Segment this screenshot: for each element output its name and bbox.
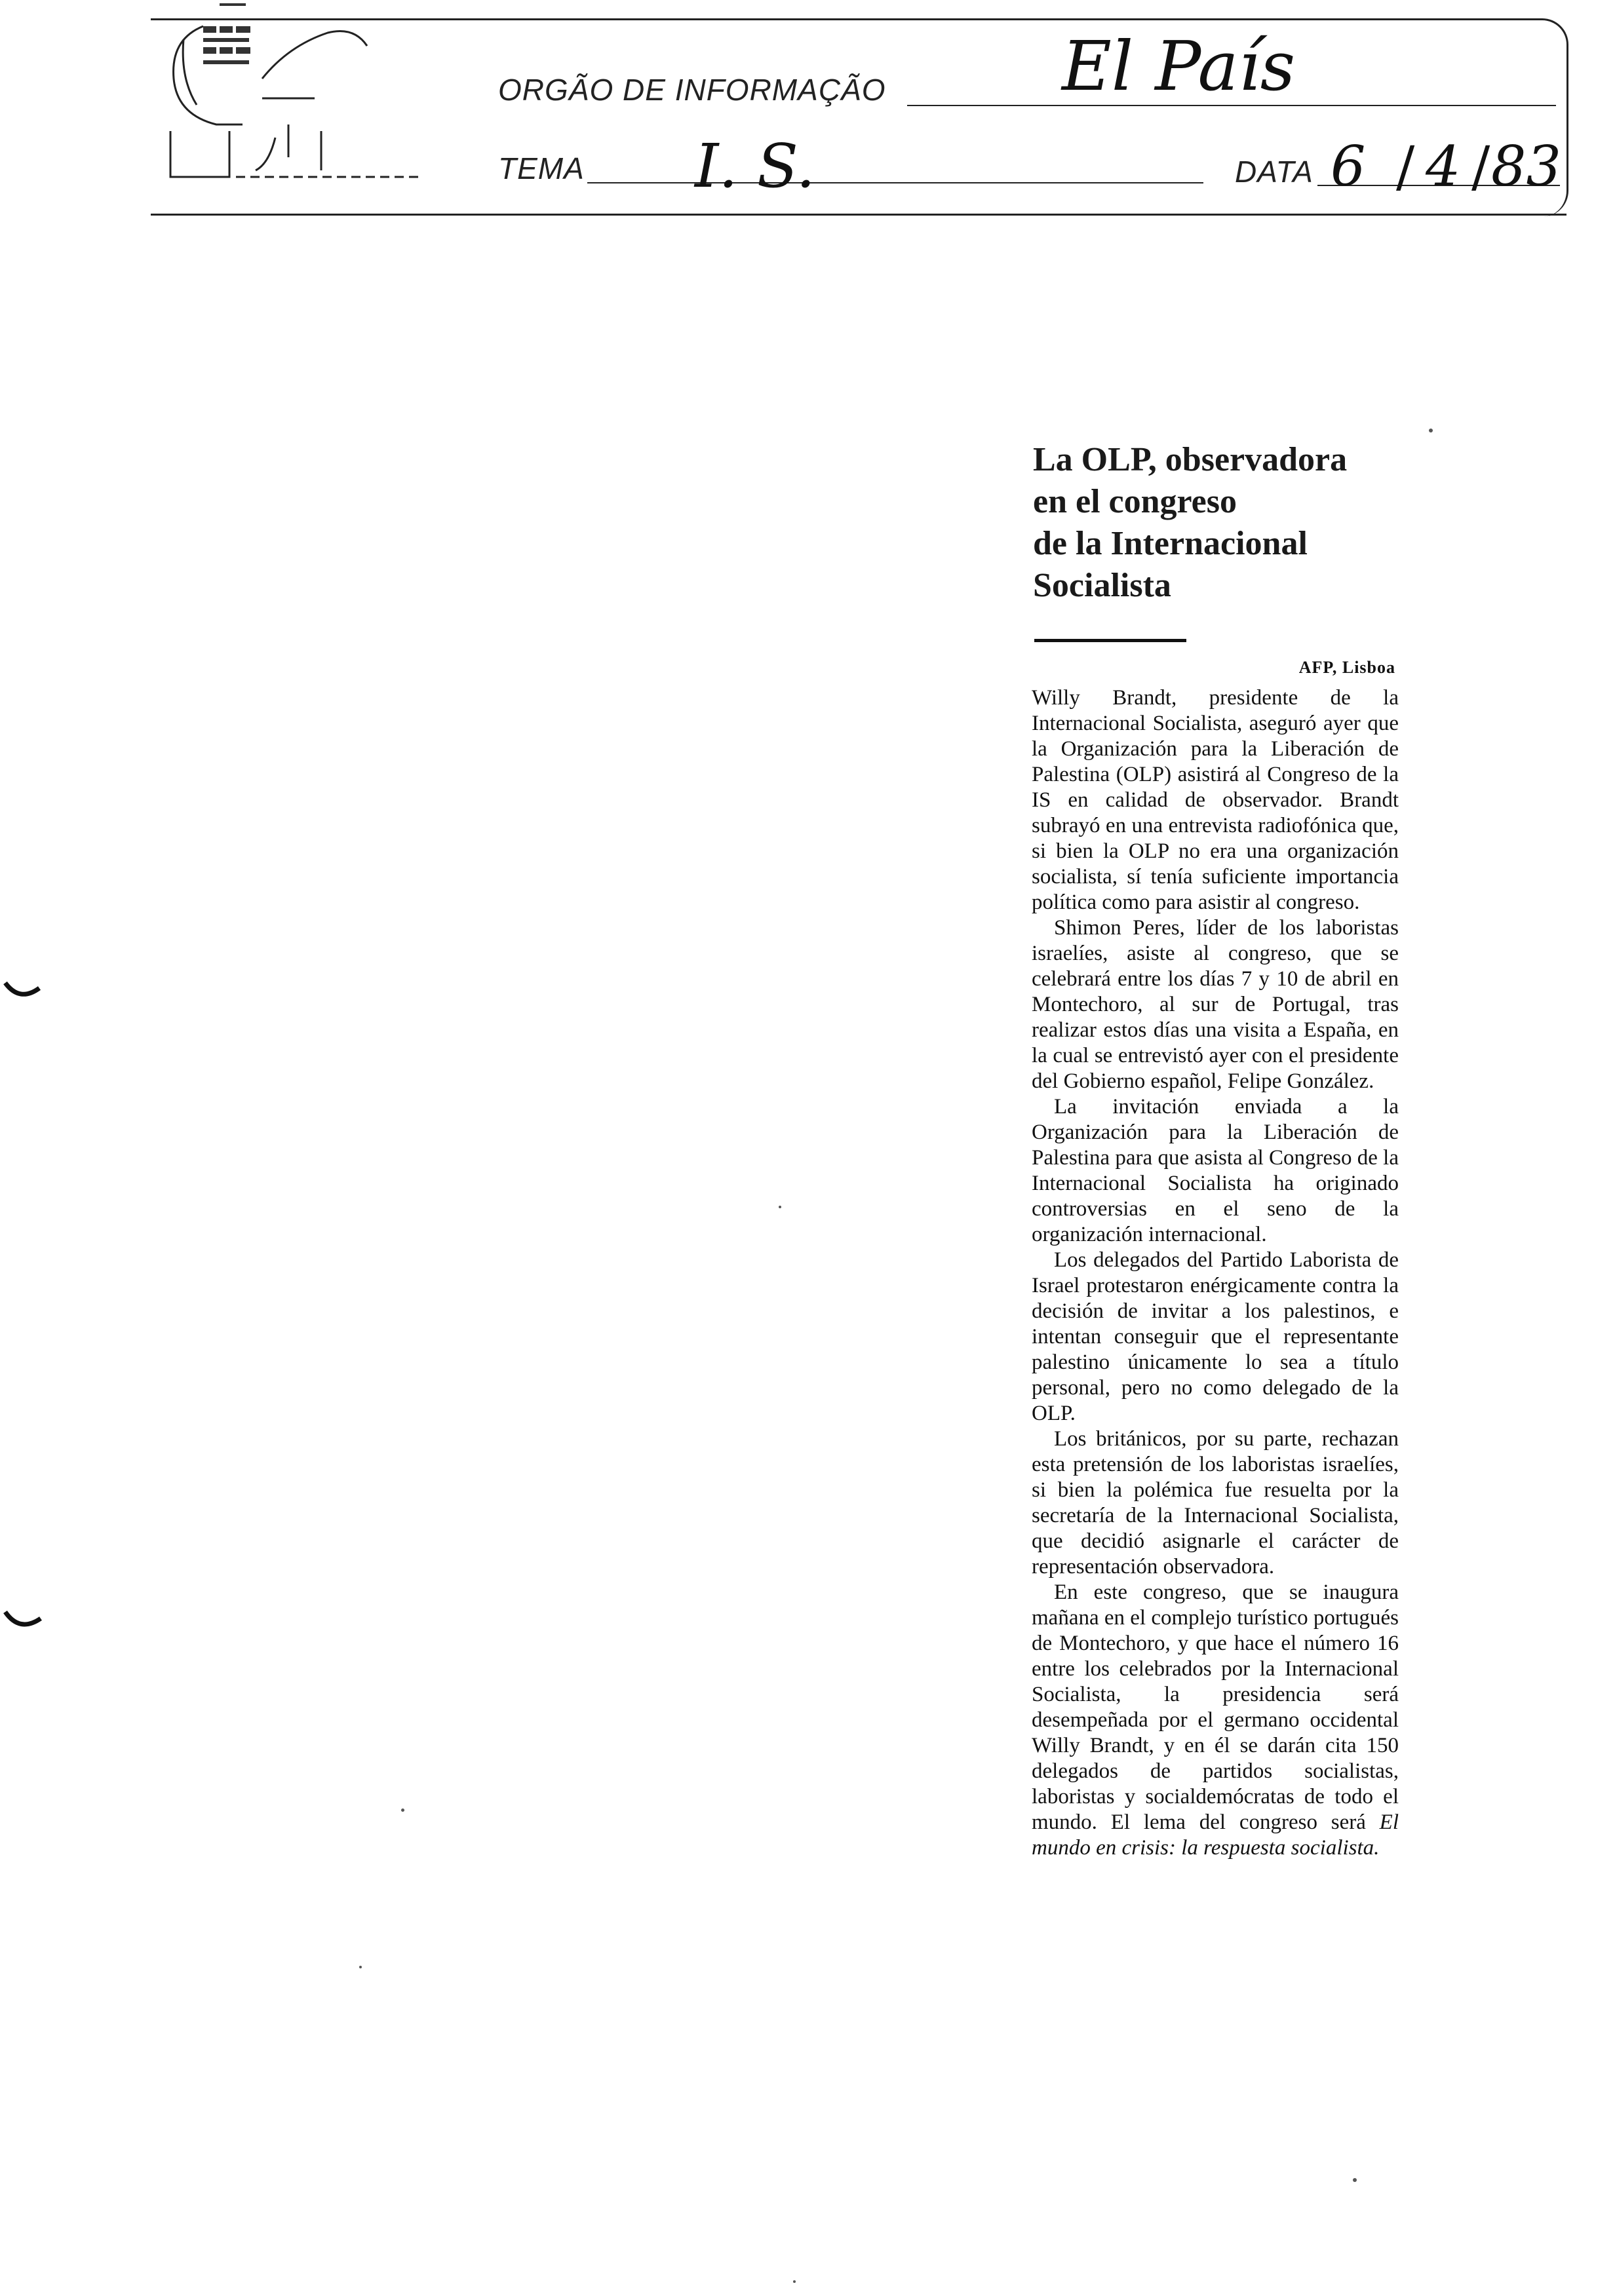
data-year: 83 [1491, 134, 1561, 199]
article-headline [1033, 439, 1426, 607]
headline-rule [1034, 639, 1186, 642]
date-separator-1: / [1396, 134, 1415, 199]
headline-line: Socialista [1033, 567, 1171, 604]
scan-speck [793, 2280, 796, 2283]
data-label: DATA [1235, 155, 1313, 189]
article-paragraph [1032, 1580, 1399, 1861]
scan-speck [1353, 2178, 1357, 2182]
closing-paragraph-text: En este congreso, que se inaugura mañana en el complejo turístico portugués de Montechoro, y que hace el número 16 entre los celebrados por la Internacional Socialista, la presidencia será desempeñada por el germano occidental Willy Brandt, y en él se darán cita 150 delegados de partidos socialistas, laboristas y socialdemócratas de todo el mundo. El lema del congreso será [1032, 1580, 1399, 1834]
scan-speck [359, 1966, 362, 1968]
scan-speck [1429, 429, 1433, 432]
article-body [1032, 685, 1399, 1861]
closing-motto: El mundo en crisis: la respuesta socialista. [1032, 1810, 1399, 1860]
scan-speck [401, 1808, 404, 1812]
organ-label: ORGÃO DE INFORMAÇÃO [498, 73, 886, 107]
article-paragraph: Los delegados del Partido Laborista de Israel protestaron enérgicamente contra la decisión de invitar a los palestinos, e intentan conseguir que el representante palestino únicamente lo sea a título personal, pero no como delegado de la OLP. [1032, 1248, 1399, 1425]
tema-value: I. S. [695, 131, 815, 201]
data-month: 4 [1426, 134, 1461, 199]
headline-line: de la Internacional [1033, 525, 1308, 562]
headline-line: La OLP, observadora [1033, 441, 1348, 478]
article-paragraph: Shimon Peres, líder de los laboristas israelíes, asiste al congreso, que se celebrará entre los días 7 y 10 de abril en Montechoro, al sur de Portugal, tras realizar estos días una visita a España, en la cual se entrevistó ayer con el presidente del Gobierno español, Felipe González. [1032, 916, 1399, 1093]
tema-rule [587, 182, 1203, 183]
binder-mark-icon [0, 1599, 52, 1651]
organ-value: El País [1062, 26, 1296, 106]
headline-line: en el congreso [1033, 483, 1237, 520]
form-bottom-rule [151, 214, 1566, 216]
binder-mark-icon [0, 970, 52, 1022]
tema-label: TEMA [498, 151, 585, 185]
scan-speck [779, 1206, 781, 1208]
form-header [0, 0, 1615, 236]
article-byline: AFP, Lisboa [1298, 658, 1395, 677]
article-paragraph: Willy Brandt, presidente de la Internacional Socialista, aseguró ayer que la Organización para la Liberación de Palestina (OLP) asistirá al Congreso de la IS en calidad de observador. Brandt subrayó en una entrevista radiofónica que, si bien la OLP no era una organización socialista, sí tenía suficiente importancia política como para asistir al congreso. [1032, 686, 1399, 914]
article-paragraph: Los británicos, por su parte, rechazan esta pretensión de los laboristas israelíes, si bien la polémica fue resuelta por la secretaría de la Internacional Socialista, que decidió asignarle el carácter de representación observadora. [1032, 1427, 1399, 1578]
data-day: 6 [1331, 134, 1366, 199]
article-paragraph: La invitación enviada a la Organización para la Liberación de Palestina para que asista al Congreso de la Internacional Socialista ha originado controversias en el seno de la organización internacional. [1032, 1095, 1399, 1246]
date-separator-2: / [1471, 134, 1490, 199]
